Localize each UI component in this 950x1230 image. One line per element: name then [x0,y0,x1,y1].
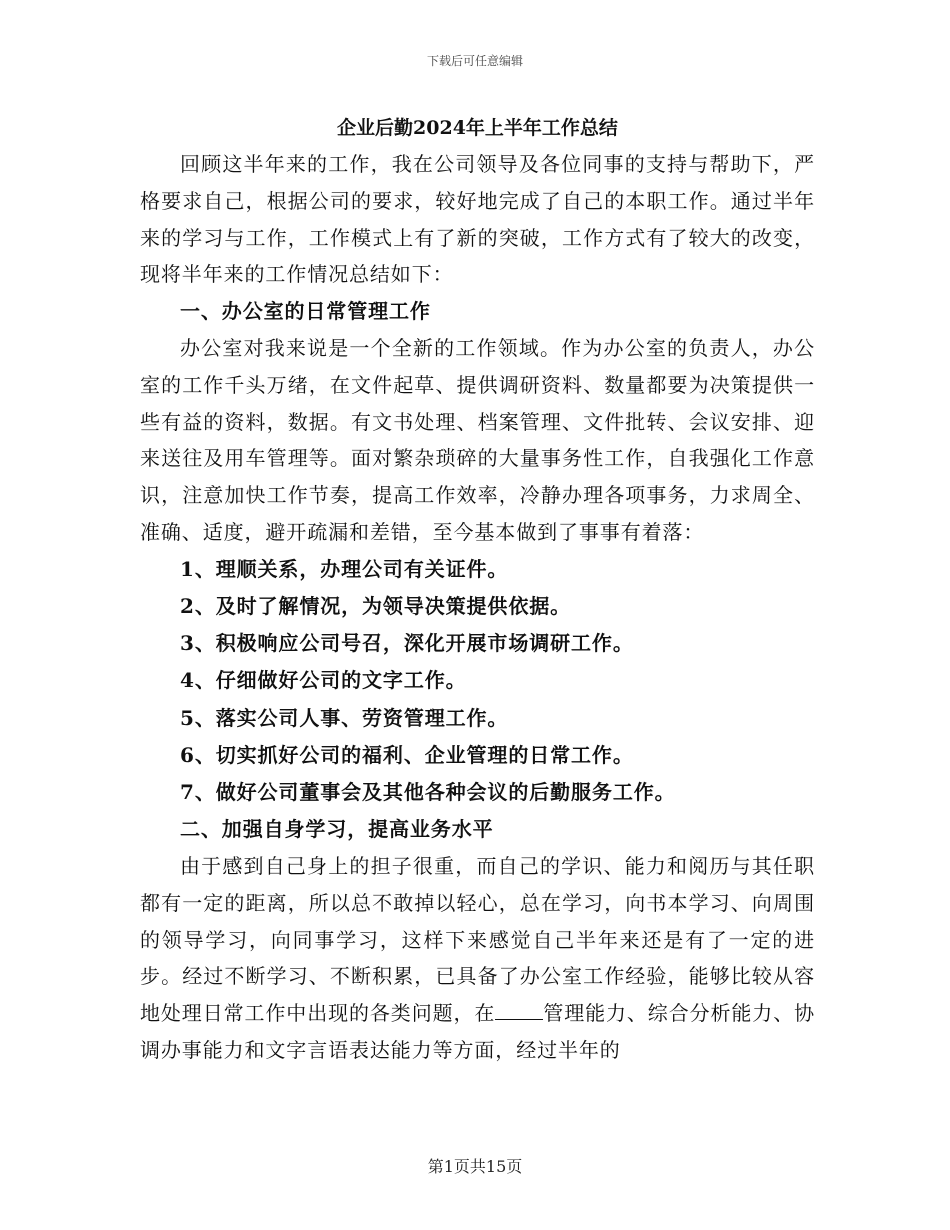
list-item: 3、积极响应公司号召，深化开展市场调研工作。 [180,631,634,656]
section-2-paragraph [140,848,815,1069]
document-title: 企业后勤2024年上半年工作总结 [337,117,618,139]
list-item: 5、落实公司人事、劳资管理工作。 [180,705,509,730]
task-list [140,551,815,811]
document-body [140,110,815,1069]
intro-paragraph: 回顾这半年来的工作，我在公司领导及各位同事的支持与帮助下，严格要求自己，根据公司的要求，较好地完成了自己的本职工作。通过半年来的学习与工作，工作模式上有了新的突破，工作方式有了较大的改变，现将半年来的工作情况总结如下： [140,152,815,287]
fill-in-blank [495,1001,543,1020]
list-item: 2、及时了解情况，为领导决策提供依据。 [180,593,572,618]
section-2-text-part-2: 管理能力、综合分析能力、协调办事能力和文字言语表达能力等方面，经过半年的 [140,1001,816,1062]
list-item: 7、做好公司董事会及其他各种会议的后勤服务工作。 [180,779,676,804]
page-header-note: 下载后可任意编辑 [426,54,523,68]
section-1-paragraph: 办公室对我来说是一个全新的工作领域。作为办公室的负责人，办公室的工作千头万绪，在文件起草、提供调研资料、数量都要为决策提供一些有益的资料，数据。有文书处理、档案管理、文件批转、会议安排、迎来送往及用车管理等。面对繁杂琐碎的大量事务性工作，自我强化工作意识，注意加快工作节奏，提高工作效率，冷静办理各项事务，力求周全、准确、适度，避开疏漏和差错，至今基本做到了事事有着落： [140,335,815,544]
list-item: 1、理顺关系，办理公司有关证件。 [180,556,509,581]
section-2-text-part-1: 由于感到自己身上的担子很重，而自己的学识、能力和阅历与其任职都有一定的距离，所以总不敢掉以轻心，总在学习，向书本学习、向周围的领导学习，向同事学习，这样下来感觉自己半年来还是有了一定的进步。经过不断学习、不断积累，已具备了办公室工作经验，能够比较从容地处理日常工作中出现的各类问题，在 [140,853,815,1026]
page-number: 第1页共15页 [427,1157,523,1176]
section-1-heading: 一、办公室的日常管理工作 [180,299,431,324]
section-2-heading: 二、加强自身学习，提高业务水平 [180,817,494,842]
list-item: 4、仔细做好公司的文字工作。 [180,668,467,693]
list-item: 6、切实抓好公司的福利、企业管理的日常工作。 [180,742,634,767]
